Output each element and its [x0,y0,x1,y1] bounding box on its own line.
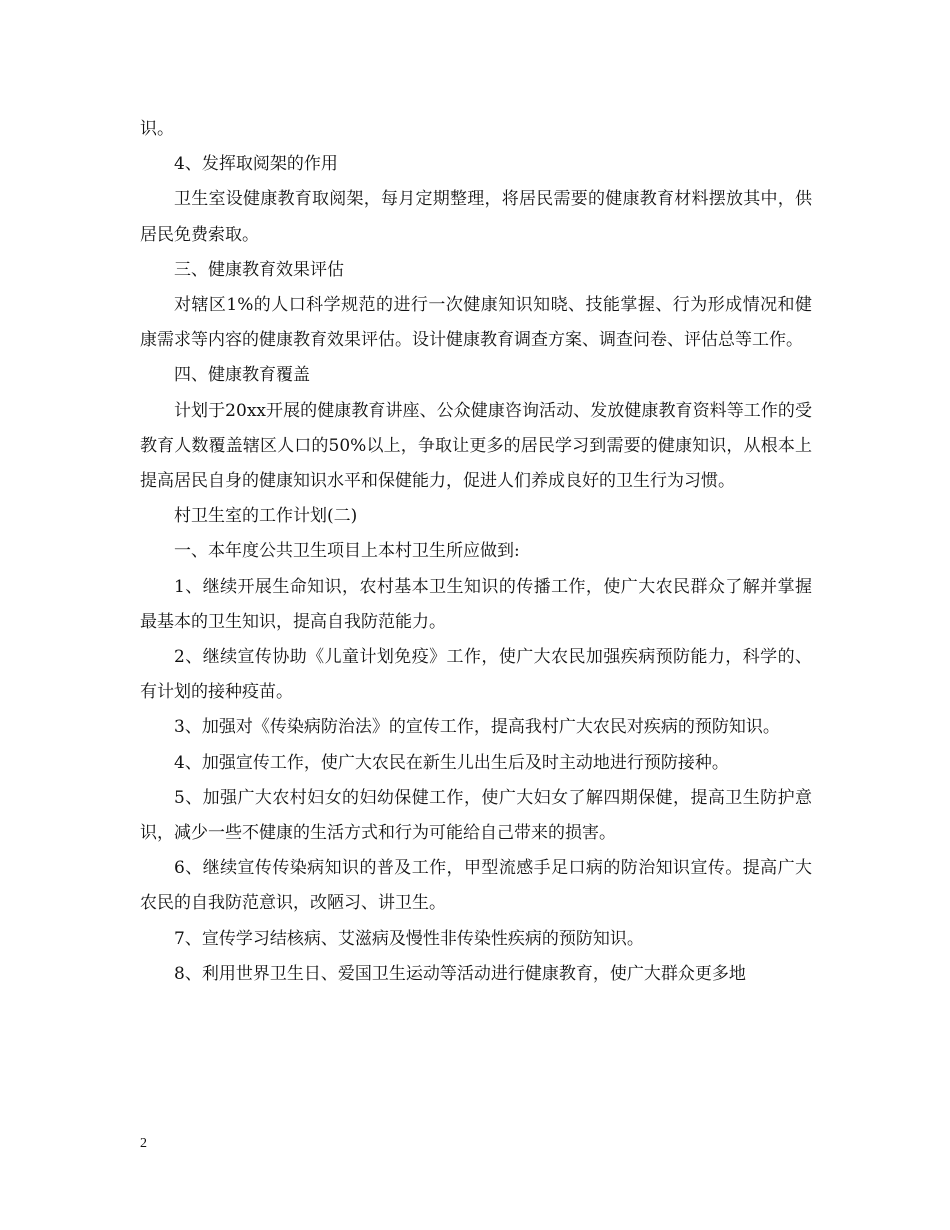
list-item: 4、加强宣传工作，使广大农民在新生儿出生后及时主动地进行预防接种。 [174,752,729,773]
document-body [140,112,812,992]
list-item: 5、加强广大农村妇女的妇幼保健工作，使广大妇女了解四期保健，提高卫生防护意识，减少一些不健康的生活方式和行为可能给自己带来的损害。 [140,787,812,844]
section-heading: 4、发挥取阅架的作用 [174,154,338,175]
list-item: 2、继续宣传协助《儿童计划免疫》工作，使广大农民加强疾病预防能力，科学的、有计划的接种疫苗。 [140,647,812,703]
section-heading: 三、健康教育效果评估 [174,259,344,280]
paragraph: 卫生室设健康教育取阅架，每月定期整理，将居民需要的健康教育材料摆放其中，供居民免费索取。 [140,189,812,245]
page-number: 2 [140,1136,147,1151]
document-subtitle: 村卫生室的工作计划(二) [174,506,358,527]
paragraph: 计划于20xx开展的健康教育讲座、公众健康咨询活动、发放健康教育资料等工作的受教育人数覆盖辖区人口的50%以上，争取让更多的居民学习到需要的健康知识，从根本上提高居民自身的健康知识水平和保健能力，促进人们养成良好的卫生行为习惯。 [140,400,812,492]
paragraph: 对辖区1%的人口科学规范的进行一次健康知识知晓、技能掌握、行为形成情况和健康需求等内容的健康教育效果评估。设计健康教育调查方案、调查问卷、评估总等工作。 [140,295,812,351]
list-item: 7、宣传学习结核病、艾滋病及慢性非传染性疾病的预防知识。 [174,928,644,949]
paragraph: 识。 [140,119,174,139]
list-item: 6、继续宣传传染病知识的普及工作，甲型流感手足口病的防治知识宣传。提高广大农民的自我防范意识，改陋习、讲卫生。 [140,858,812,914]
list-item: 1、继续开展生命知识，农村基本卫生知识的传播工作，使广大农民群众了解并掌握最基本的卫生知识，提高自我防范能力。 [140,576,812,632]
list-item: 3、加强对《传染病防治法》的宣传工作，提高我村广大农民对疾病的预防知识。 [174,717,780,738]
list-item: 8、利用世界卫生日、爱国卫生运动等活动进行健康教育，使广大群众更多地 [174,963,746,984]
section-heading: 一、本年度公共卫生项目上本村卫生所应做到: [174,541,520,562]
section-heading: 四、健康教育覆盖 [174,365,310,386]
